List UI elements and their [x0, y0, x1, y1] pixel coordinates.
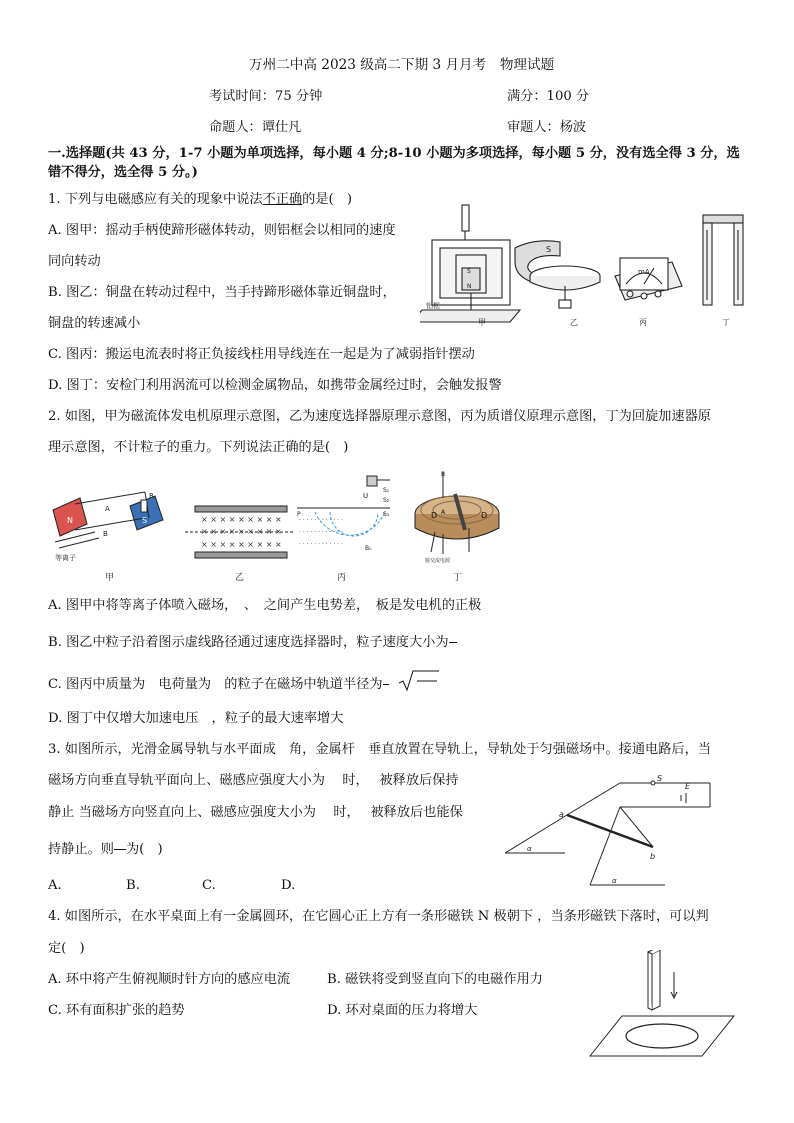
q1-fig-mA: mA: [638, 268, 650, 276]
q2-fig-R: R: [149, 492, 154, 500]
full-score: 满分：100 分: [507, 89, 590, 104]
q2-fig-D2: D: [481, 511, 488, 520]
q2-stem-cont: 理示意图，不计粒子的重力。下列说法正确的是( ): [48, 440, 349, 455]
q2-fig-B0: B₀: [365, 545, 372, 552]
svg-text:× × × × × × × × ×: × × × × × × × × ×: [201, 540, 282, 549]
q3-option-d: D.: [281, 878, 296, 893]
q3-stem: 3. 如图所示，光滑金属导轨与水平面成 角，金属杆 垂直放置在导轨上，导轨处于匀强磁场中。接通电路后，当: [48, 742, 711, 757]
q1-fig-ding: [703, 215, 743, 305]
q3-fig-a: a: [559, 810, 564, 819]
q2-option-b-fraction: [449, 642, 457, 643]
q2-option-b: [48, 634, 457, 652]
q1-fig-S: S: [467, 268, 471, 275]
q3-option-b: B.: [126, 878, 140, 893]
q2-fig-B: B: [103, 530, 108, 538]
q1-stem: [48, 191, 352, 209]
q2-fig-D1: D: [431, 511, 438, 520]
q3-switch-node: [651, 781, 655, 785]
q2-fig-N: N: [67, 516, 73, 525]
q2-option-b-text: B. 图乙中粒子沿着图示虚线路径通过速度选择器时，粒子速度大小为: [48, 635, 449, 650]
q3-stem-4: [48, 841, 163, 859]
q2-option-c-text: C. 图丙中质量为 电荷量为 的粒子在磁场中轨道半径为: [48, 677, 383, 692]
q1-option-a: A. 图甲：摇动手柄使蹄形磁体转动，则铝框会以相同的速度: [48, 223, 396, 238]
q4-stem: 4. 如图所示，在水平桌面上有一金属圆环，在它圆心正上方有一条形磁铁 N 极朝下 ，当条形磁铁下落时，可以判: [48, 909, 709, 924]
q2-fig-S3: S₃: [383, 511, 390, 518]
q3-stem-2: 磁场方向垂直导轨平面向上、磁感应强度大小为 时， 被释放后保持: [48, 773, 459, 788]
q2-fig-A: A: [105, 505, 110, 513]
q2-fig-U: U: [363, 492, 369, 500]
q2-fig-ac: 接交流电源: [425, 558, 451, 564]
q1-option-c: C. 图丙：搬运电流表时将正负接线柱用导线连在一起是为了减弱指针摆动: [48, 347, 475, 362]
q3-fig-E: E: [685, 782, 691, 791]
q2-fig-S: S: [142, 516, 148, 525]
q2-fig-label-yi: 乙: [235, 573, 245, 583]
q2-fig-yi-crosses: [201, 515, 282, 549]
q2-option-c: [48, 676, 389, 694]
q2-fig-ding-A: A: [441, 509, 446, 516]
section-heading-line2: 错不得分，选全得 5 分。): [48, 165, 198, 180]
q3-stem-3: 静止 当磁场方向竖直向上、磁感应强度大小为 时， 被释放后也能保: [48, 805, 463, 820]
q1-fig-label-bing: 丙: [639, 318, 647, 327]
svg-text:· · · · · · · · · · · ·: · · · · · · · · · · · ·: [299, 517, 343, 524]
q2-fig-bing: [297, 476, 390, 536]
q1-fig-yi: [515, 241, 600, 308]
q2-option-c-radical: [399, 670, 441, 692]
q2-fig-P: P: [297, 511, 301, 518]
svg-text:× × × × × × × × ×: × × × × × × × × ×: [201, 515, 282, 524]
q3-option-c: C.: [202, 878, 216, 893]
q2-option-a: A. 图甲中将等离子体喷入磁场， 、 之间产生电势差， 板是发电机的正极: [48, 598, 482, 613]
svg-text:× × × × × × × × ×: × × × × × × × × ×: [201, 527, 282, 536]
exam-time: 考试时间：75 分钟: [209, 89, 323, 104]
q2-stem: 2. 如图，甲为磁流体发电机原理示意图，乙为速度选择器原理示意图，丙为质谱仪原理示意图，丁为回旋加速器原: [48, 409, 711, 424]
q2-fig-ding-B: B: [441, 471, 446, 478]
q4-tabletop: [590, 1016, 734, 1056]
q1-stem-pre: 1. 下列与电磁感应有关的现象中说法: [48, 192, 263, 207]
question-author: 命题人：谭仕凡: [209, 120, 302, 135]
q3-ratio-fraction: [114, 849, 126, 850]
q1-fig-bing: [615, 258, 682, 300]
q1-fig-label-ding: 丁: [722, 318, 730, 327]
q1-fig-label-jia: 甲: [478, 318, 486, 327]
q2-option-d: D. 图丁中仅增大加速电压 ，粒子的最大速率增大: [48, 711, 344, 726]
q2-fig-plasma: 等离子: [55, 554, 76, 562]
q4-figure: [588, 950, 738, 1060]
q2-fig-bing-dots: [299, 517, 343, 548]
q3-stem-4-post: 为( ): [125, 842, 163, 857]
q3-fig-S: S: [657, 775, 663, 783]
q3-fig-b: b: [650, 852, 656, 861]
exam-title: 万州二中高 2023 级高二下期 3 月月考 物理试题: [249, 57, 555, 73]
q1-fig-label-yi: 乙: [570, 318, 578, 327]
q2-fig-S1: S₁: [383, 487, 390, 494]
q4-metal-ring: [626, 1024, 698, 1048]
q3-option-a: A.: [48, 878, 62, 893]
q1-option-d: D. 图丁：安检门利用涡流可以检测金属物品，如携带金属经过时，会触发报警: [48, 378, 502, 393]
q1-fig-yi-S: S: [546, 245, 552, 254]
q4-bar-magnet: [648, 950, 660, 1010]
q4-option-d: D. 环对桌面的压力将增大: [327, 1003, 478, 1018]
q1-fig-N: N: [467, 283, 472, 290]
q3-fig-alpha-2: α: [612, 877, 617, 885]
section-heading-line1: 一.选择题(共 43 分，1-7 小题为单项选择，每小题 4 分;8-10 小题为多项选择，每小题 5 分，没有选全得 3 分，选: [48, 146, 740, 161]
q2-option-c-fraction: [383, 684, 389, 685]
q3-fig-alpha-1: α: [527, 845, 532, 853]
q3-fig-rails: [505, 783, 710, 885]
q1-option-a-cont: 同向转动: [48, 254, 101, 269]
q3-figure: [505, 775, 720, 890]
q2-fig-label-jia: 甲: [105, 573, 115, 583]
svg-text:· · · · · · · · · · · ·: · · · · · · · · · · · ·: [299, 541, 343, 548]
q1-option-b: B. 图乙：铜盘在转动过程中，当手持蹄形磁体靠近铜盘时，: [48, 285, 396, 300]
q2-fig-S2: S₂: [383, 497, 390, 504]
q1-stem-post: 的是( ): [302, 192, 353, 207]
q2-fig-label-ding: 丁: [453, 573, 463, 583]
q1-fig-alu-label: 铝框: [426, 302, 440, 310]
q4-stem-cont: 定( ): [48, 941, 85, 956]
q4-option-a: A. 环中将产生俯视顺时针方向的感应电流: [48, 972, 291, 987]
svg-text:· · · · · · · · · · · ·: · · · · · · · · · · · ·: [299, 529, 343, 536]
q4-option-c: C. 环有面积扩张的趋势: [48, 1003, 185, 1018]
q2-fig-label-bing: 丙: [337, 573, 347, 583]
q1-option-b-cont: 铜盘的转速减小: [48, 316, 141, 331]
q4-option-b: B. 磁铁将受到竖直向下的电磁作用力: [327, 972, 543, 987]
q1-figure: [420, 200, 760, 335]
reviewer: 审题人：杨波: [507, 120, 587, 135]
q3-stem-4-text: 持静止。则: [48, 842, 114, 857]
q2-figure: [45, 468, 505, 586]
q1-stem-emphasis: 不正确: [262, 192, 303, 207]
